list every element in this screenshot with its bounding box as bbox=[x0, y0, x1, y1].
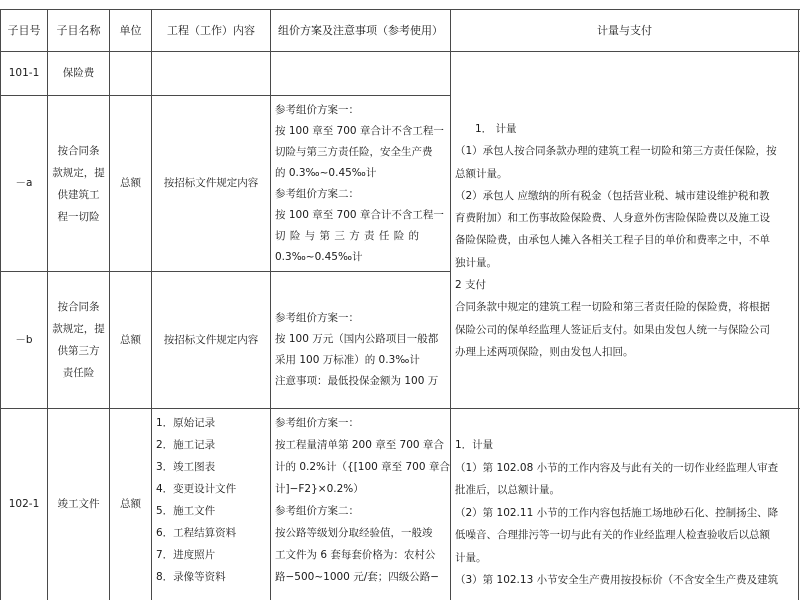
row-b-unit: 总额 bbox=[120, 333, 141, 346]
header-content: 工程（工作）内容 bbox=[167, 24, 255, 37]
row-b-code: －b bbox=[15, 333, 33, 346]
header-name: 子目名称 bbox=[56, 24, 101, 37]
header-pricing: 组价方案及注意事项（参考使用） bbox=[278, 24, 443, 37]
row-102-code: 102-1 bbox=[8, 498, 40, 510]
row-102-name: 竣工文件 bbox=[57, 498, 100, 510]
row-a-content: 按招标文件规定内容 bbox=[163, 177, 259, 189]
rule-col5 bbox=[450, 9, 451, 600]
row-102-unit: 总额 bbox=[120, 498, 141, 510]
row-a-pricing: 参考组价方案一： 按 100 章至 700 章合计不含工程一 切险与第三方责任险，安全生产费 的 0.3‰~0.45‰计 参考组价方案二： 按 100 章至 700 章合计不含工程一 切 险 与 第 三 方 责 任 险 的 0.3‰~0.45‰计 bbox=[275, 104, 444, 263]
row-a-code: －a bbox=[15, 177, 33, 189]
row-102-pricing: 参考组价方案一： 按工程量清单第 200 章至 700 章合 计的 0.2%计（{[100 章至 700 章合 计]−F2}×0.2%） 参考组价方案二： 按公路等级划分取经验值，一般竣 工文件为 6 套每套价格为：农村公 路−500~1000 元/套；四级公路− bbox=[275, 417, 450, 583]
header-unit: 单位 bbox=[119, 24, 142, 37]
row-a-unit: 总额 bbox=[120, 177, 141, 189]
row-102-measure: 1．计量 （1）第 102.08 小节的工作内容及与此有关的一切作业经监理人审查 批准后，以总额计量。 （2）第 102.11 小节的工作内容包括施工场地砂石化、控制扬尘、降 低噪音、合理排污等一切与此有关的作业经监理人检查验收后以总额 计量。 （3）第 102.13 小节安全生产费用按投标价（不含安全生产费及建筑 bbox=[455, 439, 779, 586]
row-b-pricing: 参考组价方案一： 按 100 万元（国内公路项目一般都 采用 100 万标准）的 0.3‰计 注意事项：最低投保金额为 100 万 bbox=[275, 312, 439, 387]
header-measure: 计量与支付 bbox=[597, 24, 652, 37]
row-102-content: 1．原始记录 2．施工记录 3．竣工图表 4．变更设计文件 5．施工文件 6．工程结算资料 7．进度照片 8．录像等资料 bbox=[156, 417, 237, 583]
row-101-code: 101-1 bbox=[8, 67, 40, 79]
measure-101-block: 1． 计量 （1）承包人按合同条款办理的建筑工程一切险和第三方责任保险，按 总额计量。 （2）承包人 应缴纳的所有税金（包括营业税、城市建设维护税和教 育费附加）和工伤事故险保险费、人身意外伤害险保险费以及施工设 备险保险费，由承包人摊入各相关工程子目的单价和费率之中，不单 独计量。 2 支付 合同条款中规定的建筑工程一切险和第三者责任险的保险费，将根据 保险公司的保单经监理人签证后支付。如果由发包人统一与保险公司 办理上述两项保险，则由发包人扣回。 bbox=[455, 123, 777, 358]
header-code: 子目号 bbox=[7, 24, 41, 37]
rule-header-bottom bbox=[0, 51, 800, 52]
rule-right bbox=[798, 9, 799, 600]
row-b-name: 按合同条 款规定，提 供第三方 责任险 bbox=[52, 301, 105, 379]
row-101-name: 保险费 bbox=[62, 67, 95, 79]
rule-col4 bbox=[270, 9, 271, 600]
row-a-name: 按合同条 款规定，提 供建筑工 程一切险 bbox=[52, 144, 105, 223]
row-b-content: 按招标文件规定内容 bbox=[163, 333, 259, 346]
